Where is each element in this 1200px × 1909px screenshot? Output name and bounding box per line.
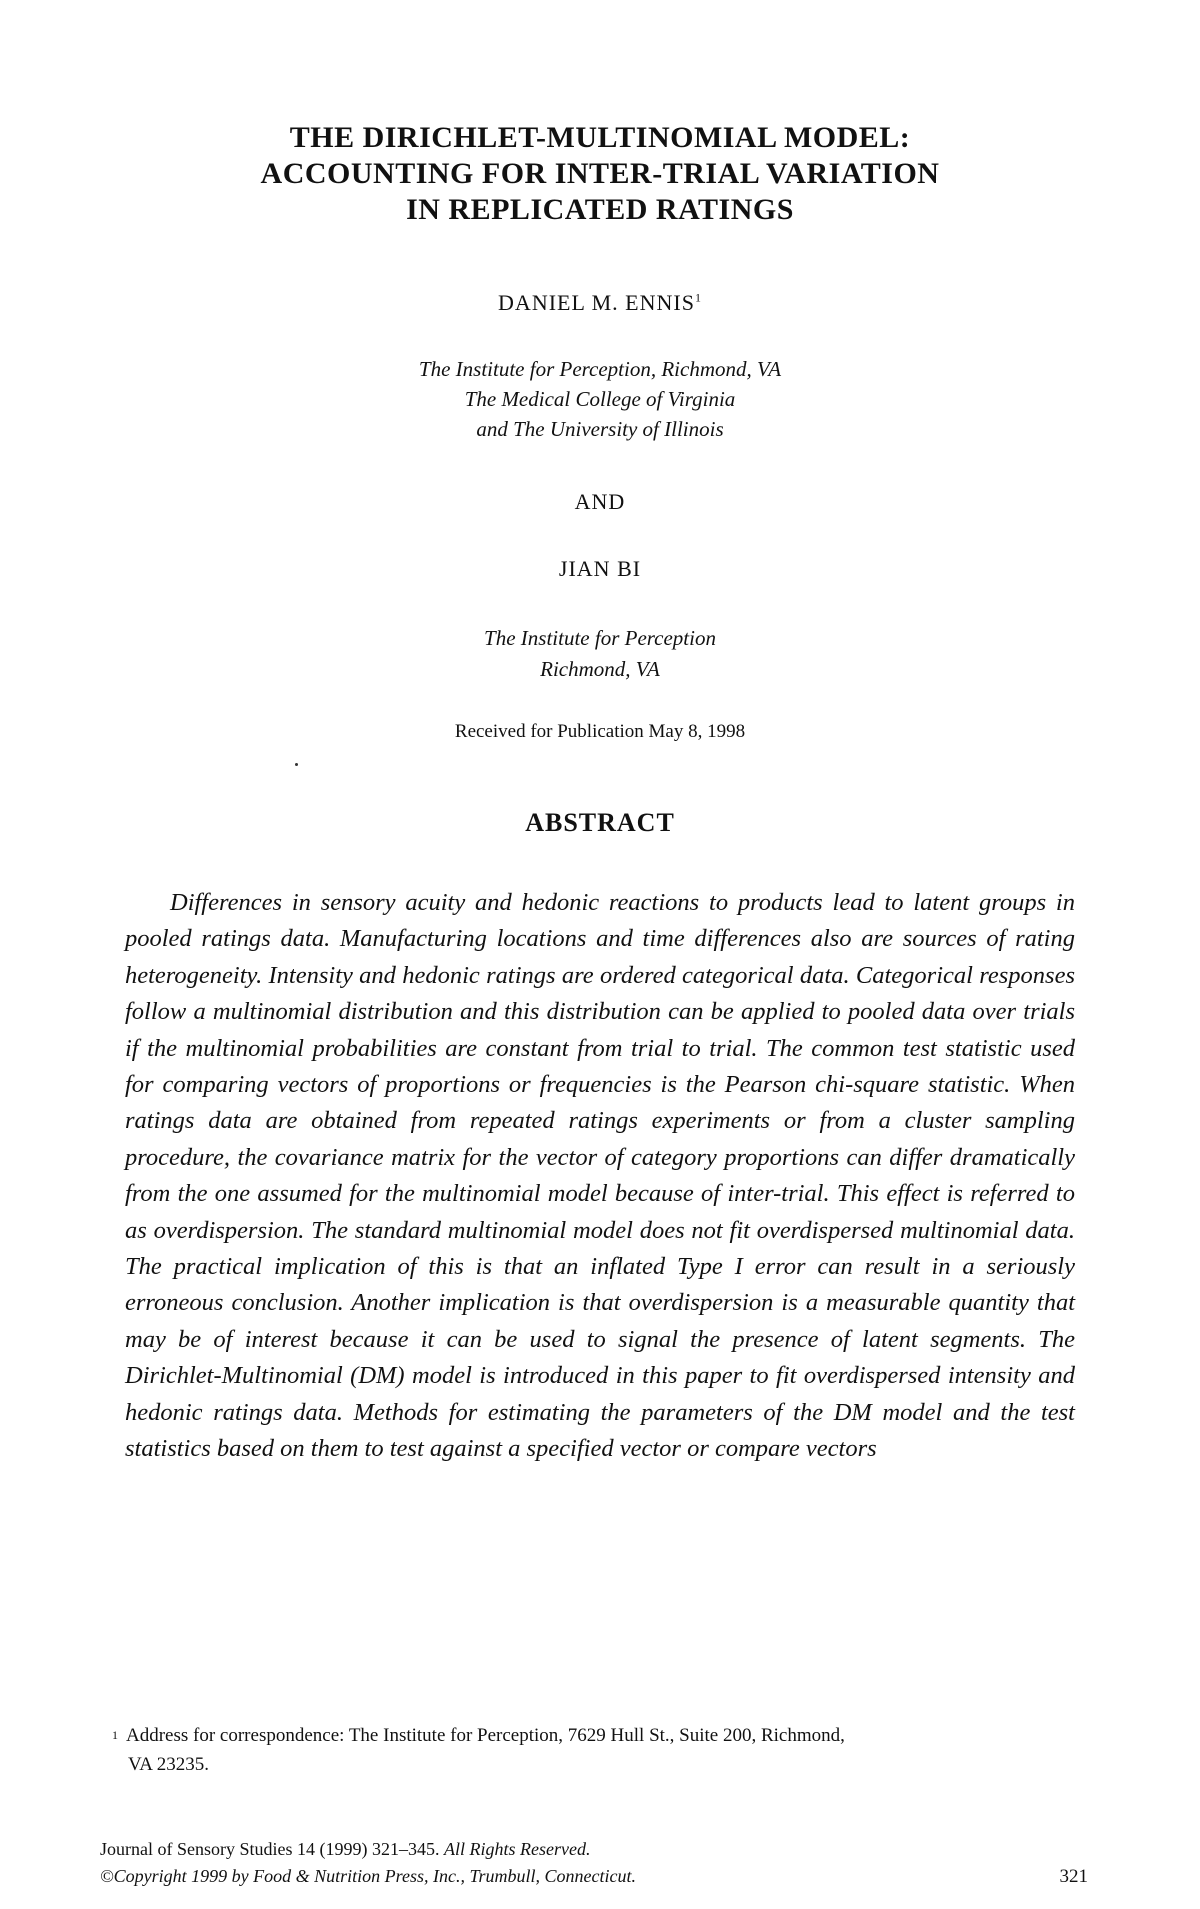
correspondence-footnote xyxy=(112,1721,1082,1779)
copyright-text: ©Copyright 1999 by Food & Nutrition Press, Inc., Trumbull, Connecticut. xyxy=(100,1866,636,1886)
title-line-2: ACCOUNTING FOR INTER-TRIAL VARIATION xyxy=(260,157,940,190)
affiliation-line: Richmond, VA xyxy=(540,657,660,681)
footnote-text-1: Address for correspondence: The Institute for Perception, 7629 Hull St., Suite 200, Richmond, xyxy=(126,1725,845,1746)
author-ennis xyxy=(100,290,1100,316)
affiliation-line: The Institute for Perception, Richmond, VA xyxy=(418,357,782,381)
page-number: 321 xyxy=(1059,1866,1088,1887)
footnote-mark: 1 xyxy=(112,1728,118,1742)
rights-text: All Rights Reserved. xyxy=(443,1839,591,1859)
title-line-1: THE DIRICHLET-MULTINOMIAL MODEL: xyxy=(289,121,911,154)
footnote-line-1 xyxy=(112,1721,1082,1750)
affiliation-line: and The University of Illinois xyxy=(476,417,724,441)
copyright-notice xyxy=(100,1866,1090,1887)
paper-title xyxy=(100,120,1100,228)
affiliation-bi xyxy=(100,623,1100,685)
scan-speck xyxy=(295,763,298,766)
abstract-body: Differences in sensory acuity and hedonic reactions to products lead to latent groups in pooled ratings data. Manufacturing locations and time differences also are sources of rating heterogeneity. Intensity and hedonic ratings are ordered categorical data. Categorical responses follow a multinomial distribution and this distribution can be applied to pooled data over trials if the multinomial probabilities are constant from trial to trial. The common test statistic used for comparing vectors of proportions or frequencies is the Pearson chi-square statistic. When ratings data are obtained from repeated ratings experiments or from a cluster sampling procedure, the covariance matrix for the vector of category proportions can differ dramatically from the one assumed for the multinomial model because of inter-trial. This effect is referred to as overdispersion. The standard multinomial model does not fit overdispersed multinomial data. The practical implication of this is that an inflated Type I error can result in a seriously erroneous conclusion. Another implication is that overdispersion is a measurable quantity that may be of interest because it can be used to signal the presence of latent segments. The Dirichlet-Multinomial (DM) model is introduced in this paper to fit overdispersed intensity and hedonic ratings data. Methods for estimating the parameters of the DM model and the test statistics based on them to test against a specified vector or compare vectors xyxy=(125,889,1075,1463)
author-bi xyxy=(100,556,1100,582)
journal-citation xyxy=(100,1839,1090,1860)
affiliation-line: The Medical College of Virginia xyxy=(464,387,736,411)
title-line-3: IN REPLICATED RATINGS xyxy=(406,193,794,226)
author-separator: AND xyxy=(574,489,626,514)
received-date: Received for Publication May 8, 1998 xyxy=(454,721,746,742)
author-name: JIAN BI xyxy=(558,556,642,581)
abstract-heading: ABSTRACT xyxy=(525,808,675,837)
affiliation-ennis xyxy=(100,354,1100,444)
affiliation-line: The Institute for Perception xyxy=(484,626,716,650)
citation-text: Journal of Sensory Studies 14 (1999) 321–345. xyxy=(100,1839,440,1859)
author-footnote-mark: 1 xyxy=(694,290,702,305)
footnote-line-2: VA 23235. xyxy=(128,1754,209,1775)
author-name: DANIEL M. ENNIS xyxy=(498,290,695,315)
